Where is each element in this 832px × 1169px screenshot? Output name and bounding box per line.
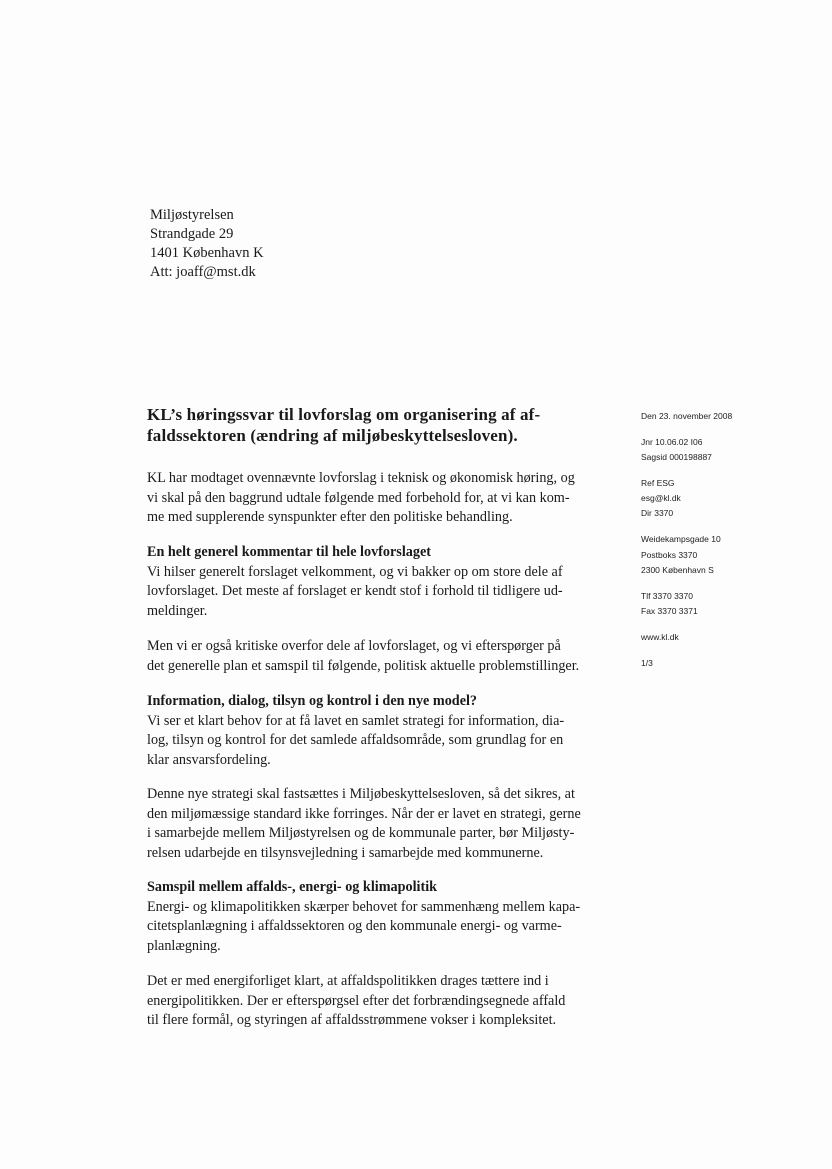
date-line: Den 23. november 2008 — [641, 411, 733, 421]
contact-person-group — [641, 476, 821, 522]
intro-paragraph — [147, 469, 617, 528]
website: www.kl.dk — [641, 631, 679, 642]
strategy-paragraph — [147, 785, 617, 863]
paragraph-line: Vi hilser generelt forslaget velkomment, og vi bakker op om store dele af — [147, 563, 563, 580]
phone-number: Tlf 3370 3370 — [641, 590, 693, 601]
recipient-address — [150, 206, 264, 282]
paragraph-line: me med supplerende synspunkter efter den politiske behandling. — [147, 509, 513, 525]
contact-email: esg@kl.dk — [641, 493, 681, 504]
sender-city: 2300 København S — [641, 564, 714, 575]
paragraph-line: Vi ser et klart behov for at få lavet en samlet strategi for information, dia- — [147, 712, 565, 729]
paragraph-line: Energi- og klimapolitikken skærper behovet for sammenhæng mellem kapa- — [147, 898, 581, 915]
title-line: faldssektoren (ændring af miljøbeskyttelsesloven). — [147, 426, 518, 445]
paragraph-line: lovforslaget. Det meste af forslaget er kendt stof i forhold til tidligere ud- — [147, 583, 563, 599]
title-line: KL’s høringssvar til lovforslag om organisering af af- — [147, 405, 541, 424]
page-number-group — [641, 656, 821, 671]
sender-pobox: Postboks 3370 — [641, 549, 698, 560]
address-line: Att: joaff@mst.dk — [150, 264, 256, 280]
sender-address-group — [641, 532, 821, 578]
section-heading: En helt generel kommentar til hele lovforslaget — [147, 544, 431, 560]
section-waste-energy-climate — [147, 878, 617, 956]
paragraph-line: log, tilsyn og kontrol for det samlede affaldsområde, som grundlag for en — [147, 732, 564, 748]
fax-number: Fax 3370 3371 — [641, 605, 698, 616]
paragraph-line: KL har modtaget ovennævnte lovforslag i teknisk og økonomisk høring, og — [147, 470, 575, 486]
address-line: Strandgade 29 — [150, 226, 234, 242]
paragraph-line: citetsplanlægning i affaldssektoren og den kommunale energi- og varme- — [147, 918, 562, 934]
section-heading: Information, dialog, tilsyn og kontrol i den nye model? — [147, 693, 478, 709]
paragraph-line: meldinger. — [147, 602, 208, 619]
paragraph-line: vi skal på den baggrund udtale følgende med forbehold for, at vi kan kom- — [147, 489, 570, 506]
address-line: Miljøstyrelsen — [150, 207, 234, 223]
sender-street: Weidekampsgade 10 — [641, 534, 721, 545]
paragraph-line: relsen udarbejde en tilsynsvejledning i samarbejde med kommunerne. — [147, 844, 544, 861]
paragraph-line: det generelle plan et samspil til følgende, politisk aktuelle problemstillinger. — [147, 657, 580, 674]
paragraph-line: planlægning. — [147, 937, 221, 954]
paragraph-line: Denne nye strategi skal fastsættes i Miljøbeskyttelsesloven, så det sikres, at — [147, 786, 575, 802]
paragraph-line: klar ansvarsfordeling. — [147, 751, 271, 768]
section-general-comment — [147, 543, 617, 621]
paragraph-line: Men vi er også kritiske overfor dele af lovforslaget, og vi efterspørger på — [147, 638, 561, 654]
date-group — [641, 409, 821, 424]
phone-group — [641, 589, 821, 620]
paragraph-line: den miljømæssige standard ikke forringes. Når der er lavet en strategi, gerne — [147, 805, 581, 822]
paragraph-line: til flere formål, og styringen af affaldsstrømmene vokser i kompleksitet. — [147, 1012, 557, 1028]
section-information-dialog — [147, 692, 617, 770]
sender-details-sidebar — [641, 409, 821, 681]
paragraph-line: energipolitikken. Der er efterspørgsel efter det forbrændingsegnede affald — [147, 992, 566, 1009]
case-id: Sagsid 000198887 — [641, 452, 712, 463]
address-line: 1401 København K — [150, 245, 264, 261]
document-title — [147, 404, 617, 446]
paragraph-line: Det er med energiforliget klart, at affaldspolitikken drages tættere ind i — [147, 973, 549, 989]
journal-number: Jnr 10.06.02 I06 — [641, 436, 703, 447]
page-number: 1/3 — [641, 657, 653, 668]
paragraph-line: i samarbejde mellem Miljøstyrelsen og de kommunale parter, bør Miljøsty- — [147, 825, 575, 841]
reference-initials: Ref ESG — [641, 477, 675, 488]
direct-phone: Dir 3370 — [641, 508, 674, 519]
reference-numbers-group — [641, 435, 821, 466]
website-group — [641, 630, 821, 645]
energy-agreement-paragraph — [147, 972, 617, 1031]
critical-paragraph — [147, 637, 617, 676]
section-heading: Samspil mellem affalds-, energi- og klimapolitik — [147, 879, 438, 895]
